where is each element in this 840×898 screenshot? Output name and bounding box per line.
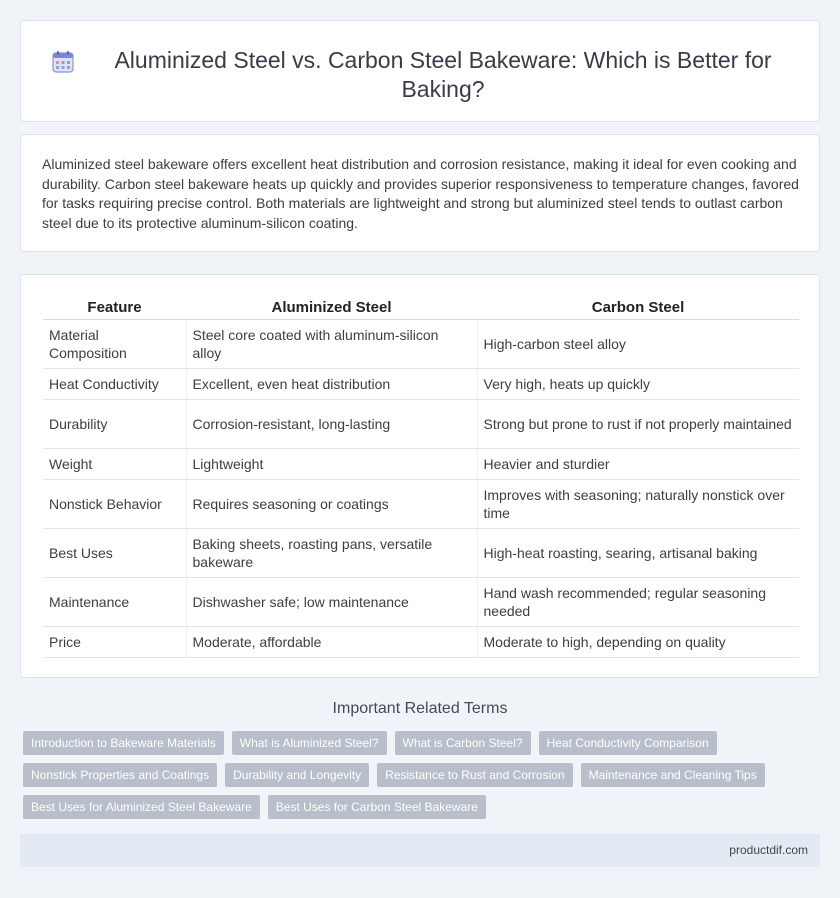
aluminized-cell: Requires seasoning or coatings (186, 479, 477, 528)
aluminized-cell: Dishwasher safe; low maintenance (186, 577, 477, 626)
related-term-tag[interactable]: What is Aluminized Steel? (232, 731, 387, 755)
page-title: Aluminized Steel vs. Carbon Steel Bakeware: Which is Better for Baking? (114, 47, 772, 102)
carbon-cell: Improves with seasoning; naturally nonstick over time (477, 479, 799, 528)
aluminized-cell: Excellent, even heat distribution (186, 368, 477, 399)
feature-cell: Nonstick Behavior (43, 479, 186, 528)
feature-cell: Price (43, 626, 186, 657)
feature-cell: Maintenance (43, 577, 186, 626)
comparison-card (20, 274, 820, 678)
related-terms-title: Important Related Terms (332, 700, 508, 717)
table-row (43, 399, 799, 448)
carbon-cell: High-heat roasting, searing, artisanal baking (477, 528, 799, 577)
footer (20, 834, 820, 867)
feature-cell: Durability (43, 399, 186, 448)
related-term-tag[interactable]: Best Uses for Carbon Steel Bakeware (268, 795, 486, 819)
table-row (43, 626, 799, 657)
aluminized-cell: Lightweight (186, 448, 477, 479)
table-row (43, 368, 799, 399)
carbon-cell: Hand wash recommended; regular seasoning needed (477, 577, 799, 626)
aluminized-cell: Baking sheets, roasting pans, versatile bakeware (186, 528, 477, 577)
carbon-cell: Moderate to high, depending on quality (477, 626, 799, 657)
table-row (43, 319, 799, 368)
related-term-tag[interactable]: Nonstick Properties and Coatings (23, 763, 217, 787)
carbon-cell: Very high, heats up quickly (477, 368, 799, 399)
feature-cell: Best Uses (43, 528, 186, 577)
carbon-cell: Heavier and sturdier (477, 448, 799, 479)
table-row (43, 448, 799, 479)
header-aluminized-steel: Aluminized Steel (186, 297, 477, 319)
related-term-tag[interactable]: Best Uses for Aluminized Steel Bakeware (23, 795, 260, 819)
title-card (20, 20, 820, 122)
related-term-tag[interactable]: Durability and Longevity (225, 763, 369, 787)
title-row (21, 21, 819, 104)
footer-site-link[interactable]: productdif.com (729, 843, 808, 857)
feature-cell: Weight (43, 448, 186, 479)
feature-cell: Heat Conductivity (43, 368, 186, 399)
table-row (43, 577, 799, 626)
table-header-row (43, 297, 799, 319)
related-term-tag[interactable]: Introduction to Bakeware Materials (23, 731, 224, 755)
aluminized-cell: Steel core coated with aluminum-silicon alloy (186, 319, 477, 368)
carbon-cell: High-carbon steel alloy (477, 319, 799, 368)
header-feature: Feature (43, 297, 186, 319)
table-row (43, 528, 799, 577)
table-row (43, 479, 799, 528)
feature-cell: Material Composition (43, 319, 186, 368)
summary-card (20, 134, 820, 252)
header-carbon-steel: Carbon Steel (477, 297, 799, 319)
related-term-tag[interactable]: Resistance to Rust and Corrosion (377, 763, 572, 787)
calendar-icon (51, 50, 75, 74)
related-term-tag[interactable]: Heat Conductivity Comparison (539, 731, 717, 755)
carbon-cell: Strong but prone to rust if not properly maintained (477, 399, 799, 448)
related-term-tag[interactable]: What is Carbon Steel? (395, 731, 531, 755)
comparison-table (43, 297, 799, 658)
aluminized-cell: Moderate, affordable (186, 626, 477, 657)
summary-text: Aluminized steel bakeware offers excellent heat distribution and corrosion resistance, making it ideal for even cooking and durability. Carbon steel bakeware heats up quickly and provides superior responsiveness to temperature changes, favored for tasks requiring precise control. Both materials are lightweight and strong but aluminized steel tends to outlast carbon steel due to its protective aluminum-silicon coating. (42, 156, 799, 231)
related-terms-list (23, 731, 813, 819)
related-term-tag[interactable]: Maintenance and Cleaning Tips (581, 763, 765, 787)
aluminized-cell: Corrosion-resistant, long-lasting (186, 399, 477, 448)
